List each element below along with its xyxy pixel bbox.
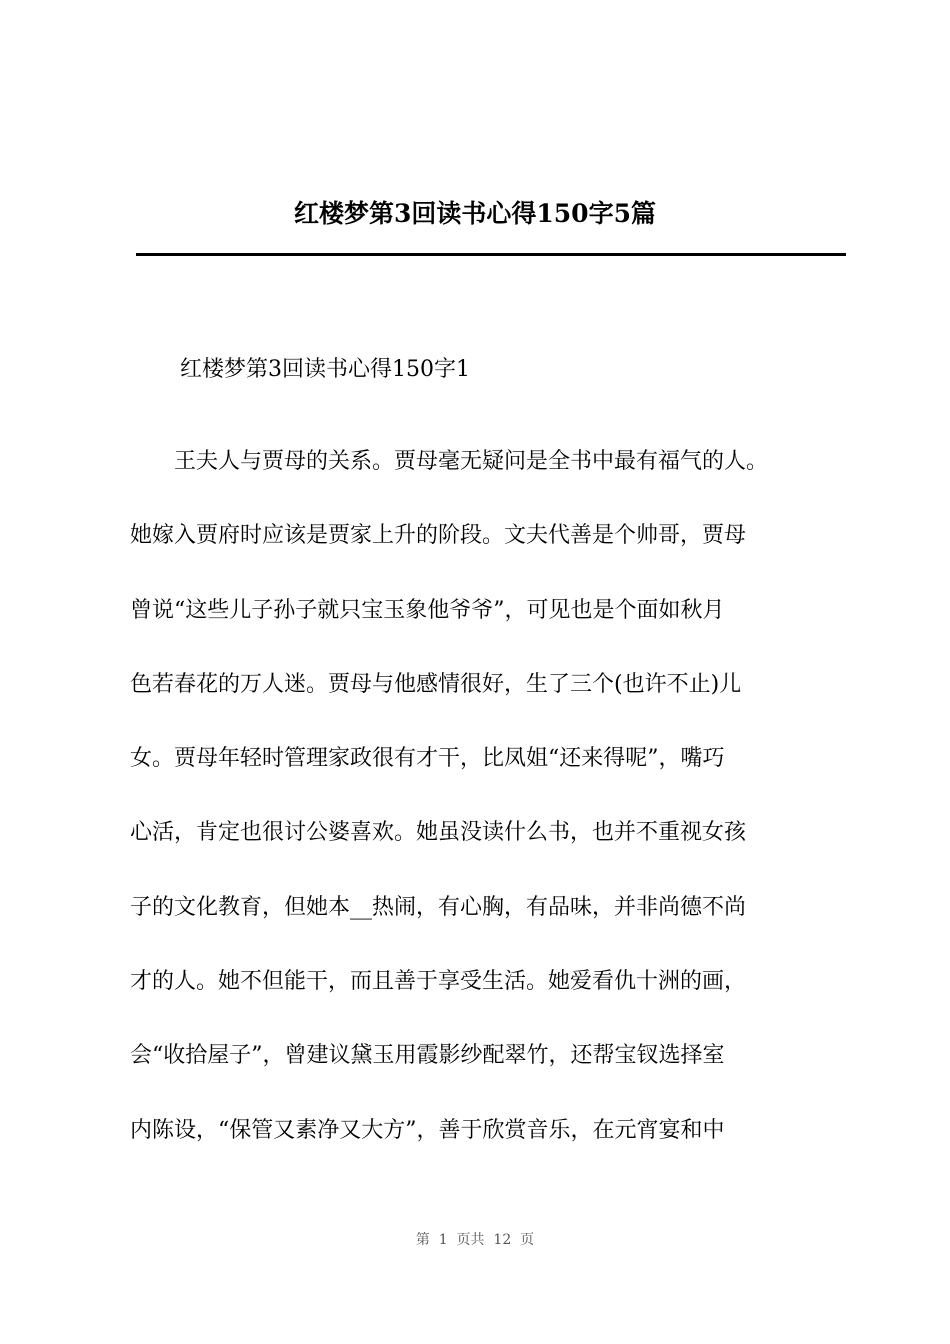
body-line: 色若春花的万人迷。贾母与他感情很好，生了三个(也许不止)儿 — [130, 671, 742, 697]
body-line: 女。贾母年轻时管理家政很有才干，比凤姐“还来得呢”，嘴巧 — [130, 746, 725, 772]
section-heading: 红楼梦第3回读书心得150字1 — [180, 357, 470, 382]
body-line: 心活，肯定也很讨公婆喜欢。她虽没读什么书，也并不重视女孩 — [130, 820, 747, 846]
body-line: 内陈设，“保管又素净又大方”，善于欣赏音乐，在元宵宴和中 — [130, 1117, 725, 1143]
body-line: 子的文化教育，但她本__热闹，有心胸，有品味，并非尚德不尚 — [130, 894, 747, 920]
body-line: 会“收拾屋子”，曾建议黛玉用霞影纱配翠竹，还帮宝钗选择室 — [130, 1043, 725, 1069]
title-divider — [136, 253, 846, 256]
page-footer: 第 1 页共 12 页 — [415, 1232, 535, 1248]
body-line: 王夫人与贾母的关系。贾母毫无疑问是全书中最有福气的人。 — [130, 449, 769, 474]
body-line: 才的人。她不但能干，而且善于享受生活。她爱看仇十洲的画， — [130, 969, 747, 995]
body-line: 她嫁入贾府时应该是贾家上升的阶段。文夫代善是个帅哥，贾母 — [130, 523, 747, 549]
body-line: 曾说“这些儿子孙子就只宝玉象他爷爷”，可见也是个面如秋月 — [130, 597, 725, 623]
body-text — [130, 425, 842, 1168]
document-title: 红楼梦第3回读书心得150字5篇 — [294, 199, 656, 228]
